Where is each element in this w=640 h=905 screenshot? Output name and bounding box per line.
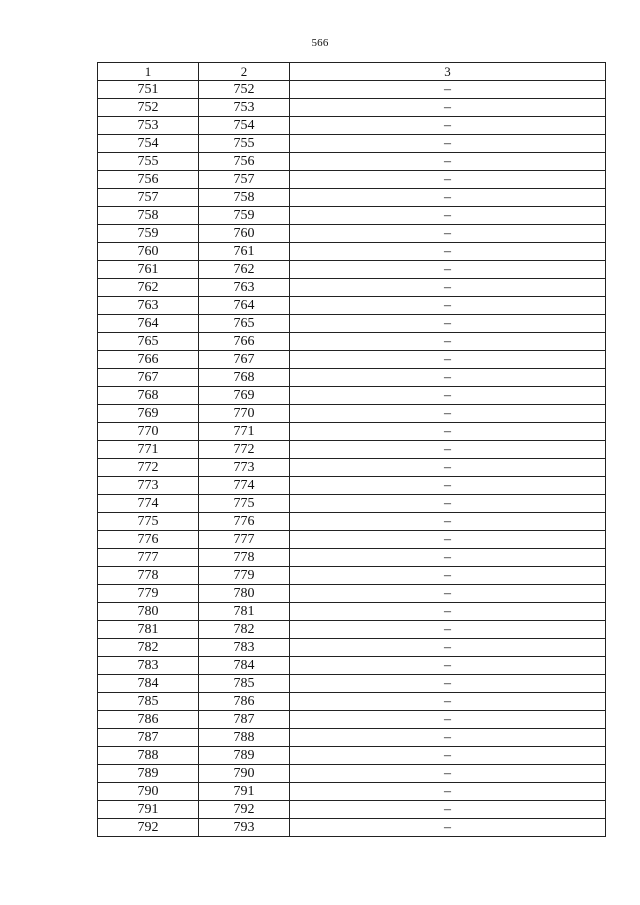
table-cell-col-1: 764: [98, 315, 199, 333]
table-row: [98, 243, 606, 261]
table-cell-col-2: 777: [199, 531, 290, 549]
table-cell-col-2: 775: [199, 495, 290, 513]
table-cell-col-1: 751: [98, 81, 199, 99]
table-row: [98, 639, 606, 657]
table-cell-col-3: –: [290, 585, 606, 603]
table-cell-col-1: 766: [98, 351, 199, 369]
data-table: [97, 62, 606, 837]
header-row: [98, 63, 606, 81]
table-row: [98, 603, 606, 621]
table-row: [98, 621, 606, 639]
table-cell-col-2: 784: [199, 657, 290, 675]
data-table-container: [97, 62, 605, 837]
table-cell-col-1: 756: [98, 171, 199, 189]
table-cell-col-3: –: [290, 549, 606, 567]
table-row: [98, 135, 606, 153]
table-cell-col-1: 753: [98, 117, 199, 135]
table-cell-col-1: 778: [98, 567, 199, 585]
table-row: [98, 99, 606, 117]
table-cell-col-3: –: [290, 675, 606, 693]
table-cell-col-3: –: [290, 225, 606, 243]
table-cell-col-3: –: [290, 243, 606, 261]
table-cell-col-2: 787: [199, 711, 290, 729]
table-cell-col-3: –: [290, 801, 606, 819]
column-header-2: 2: [199, 63, 290, 81]
table-row: [98, 783, 606, 801]
table-cell-col-2: 770: [199, 405, 290, 423]
table-cell-col-3: –: [290, 531, 606, 549]
table-cell-col-3: –: [290, 153, 606, 171]
table-cell-col-3: –: [290, 171, 606, 189]
table-row: [98, 477, 606, 495]
table-row: [98, 531, 606, 549]
table-row: [98, 765, 606, 783]
table-row: [98, 711, 606, 729]
table-cell-col-3: –: [290, 495, 606, 513]
table-cell-col-1: 784: [98, 675, 199, 693]
table-row: [98, 405, 606, 423]
table-cell-col-2: 760: [199, 225, 290, 243]
table-cell-col-3: –: [290, 513, 606, 531]
table-cell-col-2: 753: [199, 99, 290, 117]
table-cell-col-1: 758: [98, 207, 199, 225]
table-cell-col-3: –: [290, 567, 606, 585]
table-cell-col-3: –: [290, 81, 606, 99]
table-row: [98, 675, 606, 693]
table-cell-col-1: 759: [98, 225, 199, 243]
table-row: [98, 333, 606, 351]
table-cell-col-1: 776: [98, 531, 199, 549]
table-cell-col-2: 792: [199, 801, 290, 819]
table-cell-col-2: 773: [199, 459, 290, 477]
table-cell-col-2: 779: [199, 567, 290, 585]
table-row: [98, 207, 606, 225]
table-row: [98, 315, 606, 333]
table-cell-col-1: 786: [98, 711, 199, 729]
table-cell-col-2: 780: [199, 585, 290, 603]
table-cell-col-2: 793: [199, 819, 290, 837]
table-row: [98, 81, 606, 99]
table-cell-col-1: 755: [98, 153, 199, 171]
table-cell-col-3: –: [290, 369, 606, 387]
column-header-3: 3: [290, 63, 606, 81]
table-cell-col-2: 761: [199, 243, 290, 261]
table-cell-col-2: 774: [199, 477, 290, 495]
table-cell-col-3: –: [290, 621, 606, 639]
table-cell-col-3: –: [290, 459, 606, 477]
table-cell-col-2: 764: [199, 297, 290, 315]
table-cell-col-3: –: [290, 729, 606, 747]
table-cell-col-1: 763: [98, 297, 199, 315]
table-cell-col-1: 760: [98, 243, 199, 261]
table-cell-col-2: 789: [199, 747, 290, 765]
table-cell-col-3: –: [290, 333, 606, 351]
table-cell-col-3: –: [290, 279, 606, 297]
table-cell-col-1: 765: [98, 333, 199, 351]
table-cell-col-2: 759: [199, 207, 290, 225]
table-cell-col-2: 786: [199, 693, 290, 711]
page-number: 566: [311, 37, 329, 49]
table-cell-col-1: 782: [98, 639, 199, 657]
table-header: [98, 63, 606, 81]
table-cell-col-1: 792: [98, 819, 199, 837]
table-row: [98, 747, 606, 765]
table-cell-col-1: 771: [98, 441, 199, 459]
table-cell-col-1: 754: [98, 135, 199, 153]
table-cell-col-1: 779: [98, 585, 199, 603]
table-cell-col-2: 772: [199, 441, 290, 459]
table-cell-col-3: –: [290, 441, 606, 459]
table-cell-col-1: 777: [98, 549, 199, 567]
table-cell-col-2: 781: [199, 603, 290, 621]
table-cell-col-2: 756: [199, 153, 290, 171]
table-cell-col-1: 783: [98, 657, 199, 675]
table-cell-col-1: 789: [98, 765, 199, 783]
table-cell-col-1: 761: [98, 261, 199, 279]
table-row: [98, 261, 606, 279]
table-cell-col-1: 787: [98, 729, 199, 747]
table-cell-col-2: 791: [199, 783, 290, 801]
table-cell-col-3: –: [290, 423, 606, 441]
table-row: [98, 297, 606, 315]
table-cell-col-3: –: [290, 405, 606, 423]
table-cell-col-3: –: [290, 783, 606, 801]
table-cell-col-1: 772: [98, 459, 199, 477]
table-row: [98, 369, 606, 387]
column-header-1: 1: [98, 63, 199, 81]
table-cell-col-3: –: [290, 387, 606, 405]
table-cell-col-2: 783: [199, 639, 290, 657]
table-cell-col-2: 785: [199, 675, 290, 693]
table-cell-col-2: 765: [199, 315, 290, 333]
table-row: [98, 567, 606, 585]
table-cell-col-2: 767: [199, 351, 290, 369]
table-cell-col-3: –: [290, 117, 606, 135]
table-cell-col-1: 791: [98, 801, 199, 819]
table-row: [98, 585, 606, 603]
table-cell-col-2: 757: [199, 171, 290, 189]
table-cell-col-2: 755: [199, 135, 290, 153]
table-row: [98, 351, 606, 369]
table-cell-col-3: –: [290, 711, 606, 729]
table-row: [98, 693, 606, 711]
table-cell-col-2: 790: [199, 765, 290, 783]
table-cell-col-3: –: [290, 297, 606, 315]
table-cell-col-3: –: [290, 351, 606, 369]
table-cell-col-3: –: [290, 99, 606, 117]
table-cell-col-1: 757: [98, 189, 199, 207]
table-cell-col-3: –: [290, 657, 606, 675]
table-cell-col-2: 771: [199, 423, 290, 441]
table-row: [98, 729, 606, 747]
table-cell-col-1: 768: [98, 387, 199, 405]
table-cell-col-1: 770: [98, 423, 199, 441]
table-cell-col-2: 776: [199, 513, 290, 531]
table-cell-col-2: 782: [199, 621, 290, 639]
table-row: [98, 153, 606, 171]
table-cell-col-3: –: [290, 603, 606, 621]
table-cell-col-1: 788: [98, 747, 199, 765]
table-cell-col-2: 758: [199, 189, 290, 207]
table-cell-col-2: 766: [199, 333, 290, 351]
table-cell-col-3: –: [290, 639, 606, 657]
table-row: [98, 513, 606, 531]
table-cell-col-1: 785: [98, 693, 199, 711]
table-cell-col-2: 752: [199, 81, 290, 99]
table-row: [98, 441, 606, 459]
table-cell-col-3: –: [290, 207, 606, 225]
table-cell-col-1: 769: [98, 405, 199, 423]
table-cell-col-1: 781: [98, 621, 199, 639]
table-cell-col-1: 775: [98, 513, 199, 531]
table-cell-col-1: 790: [98, 783, 199, 801]
table-cell-col-1: 774: [98, 495, 199, 513]
table-cell-col-3: –: [290, 819, 606, 837]
table-cell-col-2: 754: [199, 117, 290, 135]
table-row: [98, 423, 606, 441]
table-row: [98, 189, 606, 207]
table-cell-col-3: –: [290, 261, 606, 279]
table-cell-col-2: 788: [199, 729, 290, 747]
table-row: [98, 117, 606, 135]
table-cell-col-2: 762: [199, 261, 290, 279]
table-cell-col-1: 762: [98, 279, 199, 297]
table-cell-col-1: 752: [98, 99, 199, 117]
table-cell-col-1: 773: [98, 477, 199, 495]
table-cell-col-2: 778: [199, 549, 290, 567]
table-row: [98, 495, 606, 513]
table-row: [98, 387, 606, 405]
table-row: [98, 549, 606, 567]
table-cell-col-3: –: [290, 189, 606, 207]
table-cell-col-3: –: [290, 315, 606, 333]
table-cell-col-2: 768: [199, 369, 290, 387]
table-body: [98, 81, 606, 837]
table-cell-col-1: 767: [98, 369, 199, 387]
table-cell-col-3: –: [290, 693, 606, 711]
table-cell-col-2: 769: [199, 387, 290, 405]
table-cell-col-3: –: [290, 747, 606, 765]
table-cell-col-1: 780: [98, 603, 199, 621]
table-row: [98, 279, 606, 297]
table-row: [98, 819, 606, 837]
table-row: [98, 225, 606, 243]
table-cell-col-3: –: [290, 135, 606, 153]
table-row: [98, 801, 606, 819]
table-row: [98, 171, 606, 189]
table-cell-col-3: –: [290, 477, 606, 495]
table-cell-col-2: 763: [199, 279, 290, 297]
table-cell-col-3: –: [290, 765, 606, 783]
table-row: [98, 657, 606, 675]
table-row: [98, 459, 606, 477]
